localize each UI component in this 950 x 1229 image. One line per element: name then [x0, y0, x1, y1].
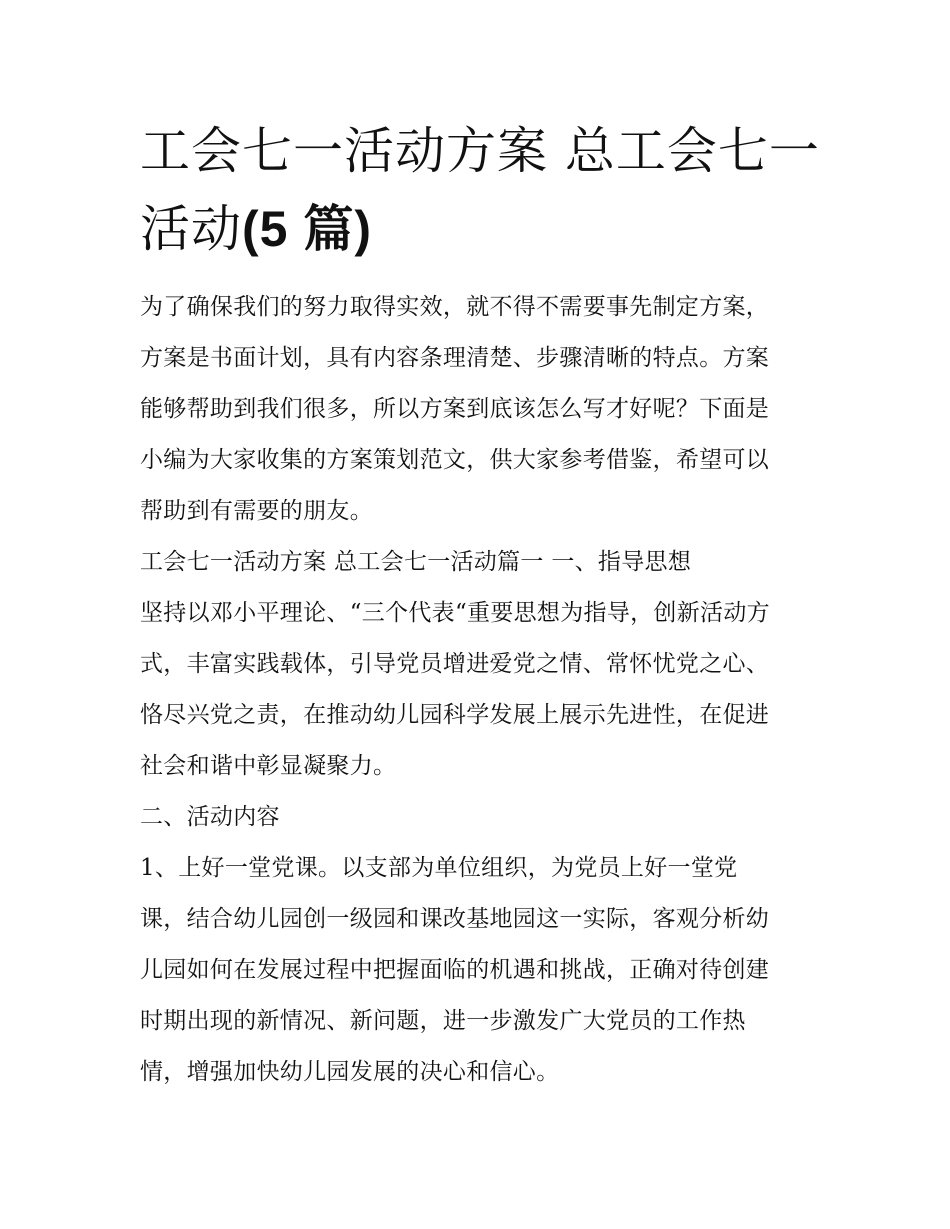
paragraph-line: 工会七一活动方案 总工会七一活动篇一 一、指导思想: [140, 549, 692, 575]
paragraph-line: 课，结合幼儿园创一级园和课改基地园这一实际，客观分析幼: [140, 906, 770, 932]
section-heading-activity-content: [140, 792, 820, 843]
paragraph-line: 1、上好一堂党课。以支部为单位组织，为党员上好一堂党: [140, 855, 738, 881]
paragraph-line: 方案是书面计划，具有内容条理清楚、步骤清晰的特点。方案: [140, 345, 770, 371]
title-line-2: [140, 190, 820, 268]
section-heading-guiding-thought: [140, 537, 820, 588]
paragraph-line: 时期出现的新情况、新问题，进一步激发广大党员的工作热: [140, 1008, 746, 1034]
paragraph-line: 帮助到有需要的朋友。: [140, 498, 373, 524]
paragraph-line: 坚持以邓小平理论、“三个代表“重要思想为指导，创新活动方: [140, 600, 770, 626]
paragraph-line: 式，丰富实践载体，引导党员增进爱党之情、常怀忧党之心、: [140, 651, 770, 677]
guiding-thought-paragraph: [140, 588, 820, 792]
paragraph-line: 二、活动内容: [140, 804, 280, 830]
paragraph-line: 能够帮助到我们很多，所以方案到底该怎么写才好呢？下面是: [140, 396, 770, 422]
paragraph-line: 儿园如何在发展过程中把握面临的机遇和挑战，正确对待创建: [140, 957, 770, 983]
paragraph-line: 为了确保我们的努力取得实效，就不得不需要事先制定方案，: [140, 294, 770, 320]
title-line-2-text: 活动: [140, 200, 242, 258]
paragraph-line: 社会和谐中彰显凝聚力。: [140, 753, 397, 779]
title-line-1: 工会七一活动方案 总工会七一: [140, 122, 820, 180]
paragraph-line: 小编为大家收集的方案策划范文，供大家参考借鉴，希望可以: [140, 447, 770, 473]
activity-item-paragraph: [140, 843, 820, 1098]
document-title: [140, 112, 820, 268]
intro-paragraph: [140, 282, 820, 537]
paragraph-line: 恪尽兴党之责，在推动幼儿园科学发展上展示先进性，在促进: [140, 702, 770, 728]
document-body: [140, 282, 820, 1098]
paragraph-line: 情，增强加快幼儿园发展的决心和信心。: [140, 1059, 560, 1085]
title-count: (5 篇): [242, 201, 372, 257]
